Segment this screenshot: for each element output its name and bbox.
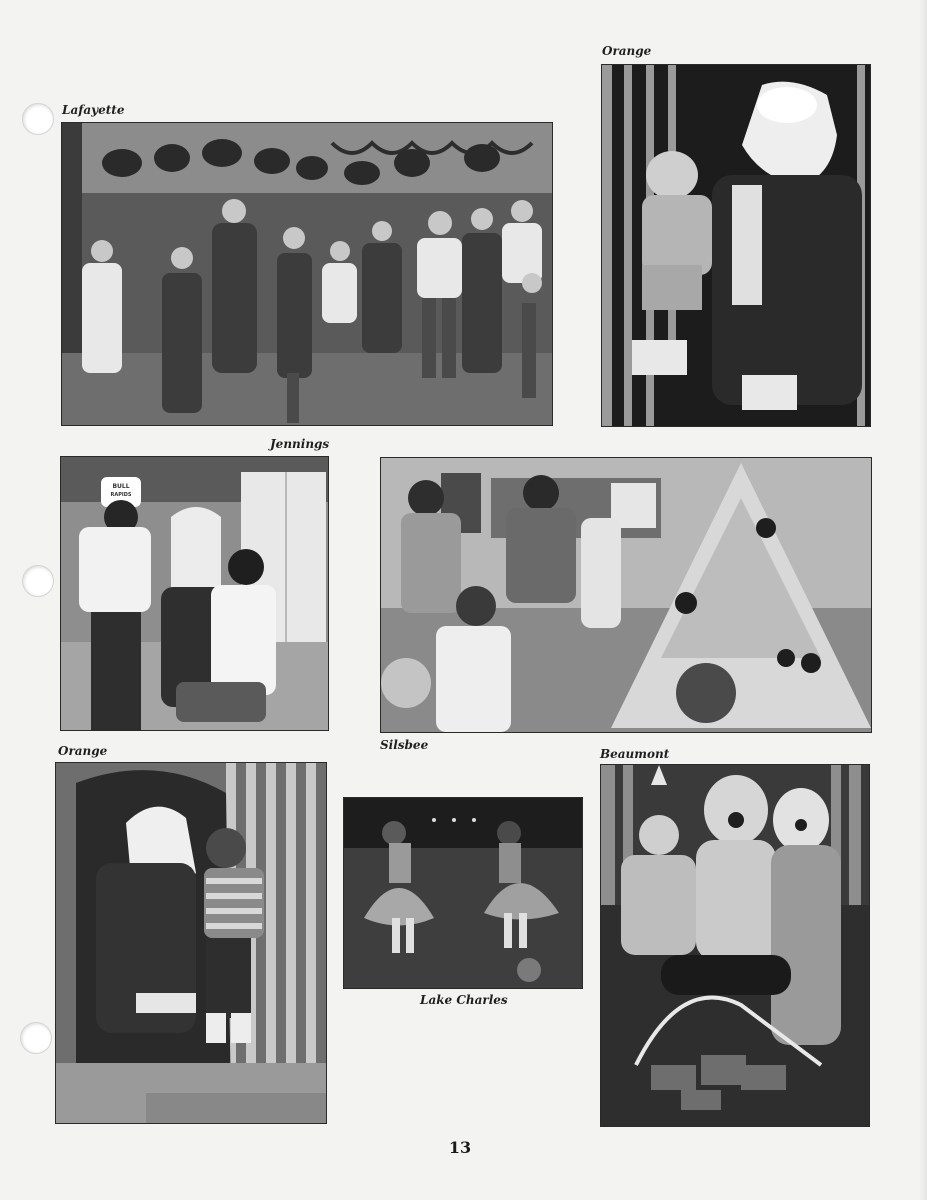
caption-lake-charles: Lake Charles [420, 993, 508, 1007]
photo-jennings-santa [60, 456, 329, 731]
binder-hole-top [22, 103, 54, 135]
caption-jennings: Jennings [270, 437, 330, 451]
caption-orange-bottom: Orange [58, 744, 108, 758]
photo-beaumont-characters [600, 764, 870, 1127]
cap-text-line1: BULL [112, 483, 130, 490]
cap-text-line2: RAPIDS [110, 492, 132, 498]
binder-hole-middle [22, 565, 54, 597]
caption-orange-top: Orange [602, 44, 652, 58]
page-edge-shadow [919, 0, 927, 1200]
caption-silsbee: Silsbee [380, 738, 429, 752]
photo-lake-charles-girls [343, 797, 583, 989]
photo-orange-santa-girl [55, 762, 327, 1124]
caption-lafayette: Lafayette [62, 103, 125, 117]
binder-hole-bottom [20, 1022, 52, 1054]
caption-beaumont: Beaumont [600, 747, 670, 761]
photo-lafayette-crowd [61, 122, 553, 426]
page-number: 13 [448, 1138, 472, 1157]
photo-orange-santa-baby [601, 64, 871, 427]
photo-silsbee-christmas-tree [380, 457, 872, 733]
